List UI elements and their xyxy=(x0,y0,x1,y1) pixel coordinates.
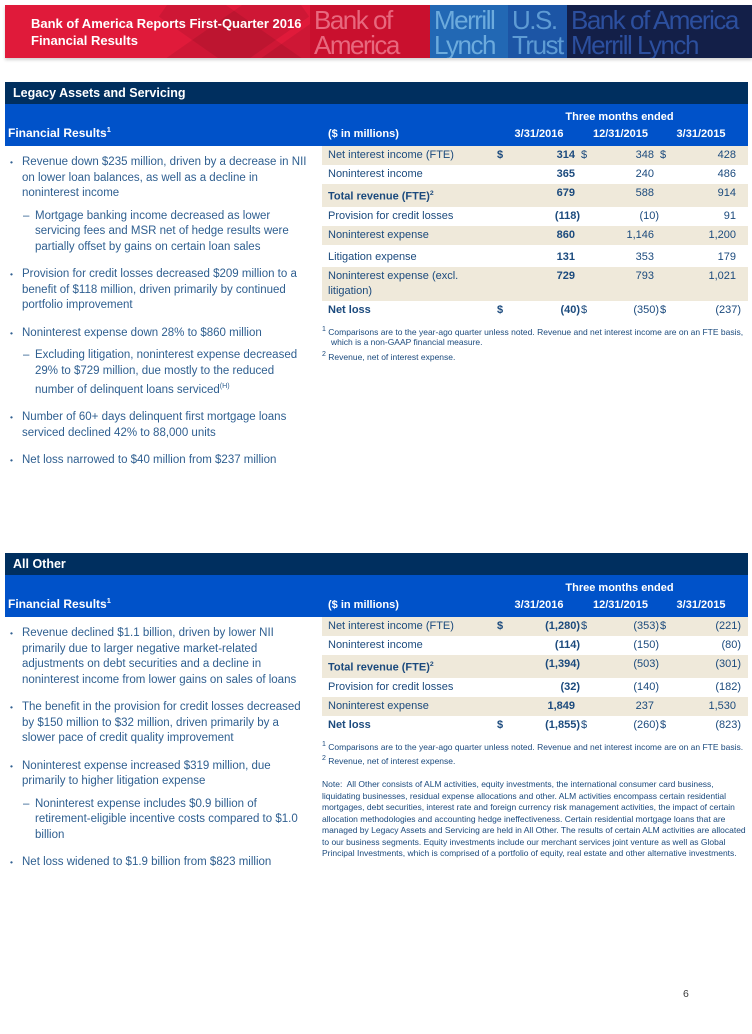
value-cell xyxy=(581,269,660,284)
dollar-sign: $ xyxy=(581,718,588,731)
value-cell xyxy=(497,657,581,672)
value: 860 xyxy=(556,228,575,241)
bullet-item xyxy=(8,700,310,747)
value-cell xyxy=(497,638,581,653)
value: 237 xyxy=(635,699,654,712)
section-title: Legacy Assets and Servicing xyxy=(13,86,186,100)
bullet-item xyxy=(8,267,310,314)
value: 91 xyxy=(723,209,736,222)
row-label-sup: 2 xyxy=(429,661,434,668)
value-cell xyxy=(660,167,742,182)
value: (823) xyxy=(715,718,741,731)
value: (10) xyxy=(639,209,659,222)
bullet-text: Noninterest expense includes $0.9 billion of retirement-eligible incentive costs compared to $1.0 billion xyxy=(35,797,298,841)
value: (182) xyxy=(715,680,741,693)
dollar-sign: $ xyxy=(581,149,588,161)
column-header-date: 3/31/2015 xyxy=(676,599,726,611)
sub-bullet-item xyxy=(8,348,310,398)
table-date-columns xyxy=(497,599,742,611)
value: 1,146 xyxy=(626,228,654,241)
value-cell xyxy=(660,209,742,224)
bullet-list xyxy=(8,155,310,469)
section-content xyxy=(5,146,748,511)
row-label: Noninterest expense xyxy=(328,699,429,712)
value-cell xyxy=(660,718,742,733)
section-legacy-assets-and-servicing xyxy=(5,82,748,511)
column-header-date: 3/31/2015 xyxy=(676,128,726,140)
table-row xyxy=(322,226,748,245)
units-label: ($ in millions) xyxy=(328,599,399,611)
bullet-marker: – xyxy=(23,797,30,810)
dollar-sign: $ xyxy=(660,718,667,731)
row-label-sup: 2 xyxy=(429,190,434,197)
table-row xyxy=(322,207,748,226)
table-column-header xyxy=(322,582,748,617)
highlights-column xyxy=(5,146,322,469)
table-row xyxy=(322,655,748,678)
footnote-number: 1 xyxy=(322,325,326,333)
value: (150) xyxy=(633,639,659,651)
value: (1,280) xyxy=(545,620,580,632)
table-row xyxy=(322,716,748,735)
row-label: Provision for credit losses xyxy=(328,209,454,222)
value: 428 xyxy=(717,149,736,161)
footnote: $^1$ Comparisons are to the year-ago quarter unless noted. Revenue and net interest income are on an FTE basis. xyxy=(322,740,744,752)
value-cell xyxy=(581,680,660,695)
banner-title-block xyxy=(5,5,310,58)
section-note: Note: All Other consists of ALM activities, equity investments, the international consumer card business, liquidating businesses, residual expense allocations and other. ALM activities encompass certain residential mortgages, debt securities, interest rate and foreign currency risk management activities, the impact of certain allocation methodologies and accounting hedge ineffectiveness. Certain residential mortgage loans that are managed by Legacy Assets and Servicing are held in All Other. The results of certain ALM activities are allocated to our business segments. Equity investments include our merchant services joint venture as well as Global Principal Investments, which is comprised of a portfolio of equity, real estate and other alternative investments. xyxy=(322,779,749,859)
value: (40) xyxy=(560,303,580,316)
value-cell xyxy=(497,718,581,733)
value-cell xyxy=(581,209,660,224)
bullet-text: Net loss narrowed to $40 million from $237 million xyxy=(22,454,277,467)
row-label: Total revenue (FTE)$^2$ xyxy=(328,661,434,674)
sub-bullet-item xyxy=(8,209,310,256)
value: 486 xyxy=(717,168,736,180)
value-cell xyxy=(581,657,660,672)
bullet-item xyxy=(8,453,310,469)
column-header-date: 12/31/2015 xyxy=(592,599,649,611)
bullet-text: Provision for credit losses decreased $209 million to a benefit of $118 million, driven primarily by continued portfolio improvement xyxy=(22,268,297,311)
row-label: Noninterest income xyxy=(328,168,423,180)
table-row xyxy=(322,678,748,697)
report-title-line2: Financial Results xyxy=(31,33,138,48)
bullet-list xyxy=(8,626,310,871)
table-header-bar xyxy=(5,575,748,617)
value: (118) xyxy=(554,209,580,222)
value-cell xyxy=(581,638,660,653)
bullet-marker: • xyxy=(10,455,13,466)
dollar-sign: $ xyxy=(660,149,667,161)
top-banner xyxy=(5,5,752,58)
footnote: $^2$ Revenue, net of interest expense. xyxy=(322,351,456,363)
value-cell xyxy=(581,699,660,714)
value: (260) xyxy=(633,718,659,731)
bullet-text: Excluding litigation, noninterest expense decreased 29% to $729 million, due mostly to the reduced number of delinquent loans serviced$^{(H)}$ xyxy=(35,349,298,396)
value: (301) xyxy=(715,658,741,670)
row-label: Total revenue (FTE)$^2$ xyxy=(328,190,434,203)
value: 131 xyxy=(556,250,575,263)
value-cell xyxy=(497,209,581,224)
bullet-marker: • xyxy=(10,269,13,279)
value: 314 xyxy=(556,149,575,161)
column-header-row xyxy=(322,128,748,146)
bullet-text: Revenue down $235 million, driven by a decrease in NII on lower loan balances, as well as a decline in noninterest income xyxy=(22,156,307,199)
value: (1,855) xyxy=(545,718,580,731)
financial-table-body xyxy=(322,617,748,735)
value-cell xyxy=(497,269,581,284)
dollar-sign: $ xyxy=(660,303,667,316)
sub-bullet-item xyxy=(8,797,310,844)
bullet-marker: – xyxy=(23,349,30,361)
value: (114) xyxy=(554,639,580,651)
financial-table-body xyxy=(322,146,748,320)
row-label: Net loss xyxy=(328,303,371,316)
value-cell xyxy=(497,303,581,318)
value: 914 xyxy=(717,187,736,199)
section-title-bar xyxy=(5,553,748,575)
value: 179 xyxy=(717,250,736,263)
brand-logo-bofa-merrill-lynch: Bank of America Merrill Lynch xyxy=(567,5,752,58)
table-column xyxy=(322,617,748,860)
value-cell xyxy=(660,148,742,163)
bullet-item xyxy=(8,326,310,342)
highlights-column xyxy=(5,617,322,871)
page-number: 6 xyxy=(683,988,689,1000)
value: 679 xyxy=(556,187,575,199)
row-label: Net interest income (FTE) xyxy=(328,620,454,632)
table-row xyxy=(322,248,748,267)
financial-results-label: Financial Results$^1$ xyxy=(8,125,111,140)
value-cell xyxy=(660,638,742,653)
dollar-sign: $ xyxy=(497,718,504,731)
value-cell xyxy=(581,186,660,201)
footnotes xyxy=(322,324,748,364)
value: 729 xyxy=(556,269,575,282)
report-title-line1: Bank of America Reports First-Quarter 2016 xyxy=(31,16,302,31)
period-header: Three months ended xyxy=(565,582,674,594)
value: (221) xyxy=(715,620,741,632)
bullet-marker: • xyxy=(10,857,13,867)
row-label: Noninterest expense (excl. litigation) xyxy=(328,269,459,297)
value-cell xyxy=(660,250,742,265)
footnote-ref: 1 xyxy=(106,596,111,605)
value-cell xyxy=(660,657,742,672)
table-row xyxy=(322,636,748,655)
footnote-number: 1 xyxy=(322,740,326,748)
column-header-date: 12/31/2015 xyxy=(592,128,649,140)
dollar-sign: $ xyxy=(581,303,588,316)
value: 588 xyxy=(635,187,654,199)
footnotes xyxy=(322,739,748,860)
section-content xyxy=(5,617,748,871)
section-all-other xyxy=(5,553,748,871)
value: (1,394) xyxy=(545,658,580,670)
table-row xyxy=(322,267,748,301)
table-row xyxy=(322,301,748,320)
bullet-marker: • xyxy=(10,327,13,338)
value: 240 xyxy=(635,168,654,180)
dollar-sign: $ xyxy=(497,303,504,316)
value-cell xyxy=(581,167,660,182)
brand-logo-merrill-lynch: Merrill Lynch xyxy=(430,5,508,58)
section-title: All Other xyxy=(13,557,66,571)
value-cell xyxy=(660,186,742,201)
value-cell xyxy=(497,250,581,265)
value: (237) xyxy=(715,303,741,316)
bullet-marker: • xyxy=(10,760,13,771)
value: 1,849 xyxy=(547,699,575,712)
footnote: $^1$ Comparisons are to the year-ago quarter unless noted. Revenue and net interest income are on an FTE basis, which is a non-GAAP financial measure. xyxy=(322,325,744,348)
table-row xyxy=(322,697,748,716)
value: (32) xyxy=(560,680,580,693)
column-header-row xyxy=(322,599,748,617)
bullet-marker: • xyxy=(10,157,13,167)
value-cell xyxy=(581,250,660,265)
column-header-date: 3/31/2016 xyxy=(514,599,564,611)
bullet-item xyxy=(8,855,310,871)
row-label: Net interest income (FTE) xyxy=(328,149,454,161)
row-label: Litigation expense xyxy=(328,250,417,263)
value: 353 xyxy=(635,250,654,263)
section-title-bar xyxy=(5,82,748,104)
dollar-sign: $ xyxy=(497,149,504,161)
table-date-columns xyxy=(497,128,742,140)
bullet-text: The benefit in the provision for credit losses decreased by $150 million to $32 million, driven primarily by a slower pace of credit quality improvement xyxy=(22,701,301,744)
dollar-sign: $ xyxy=(581,620,588,632)
column-header-date: 3/31/2016 xyxy=(514,128,564,140)
value: (503) xyxy=(633,658,659,670)
value-cell xyxy=(660,269,742,284)
value-cell xyxy=(581,303,660,318)
row-label: Noninterest expense xyxy=(328,228,429,241)
value-cell xyxy=(581,718,660,733)
brand-logo-us-trust: U.S. Trust xyxy=(508,5,567,58)
dollar-sign: $ xyxy=(497,620,504,632)
bullet-marker: • xyxy=(10,628,13,638)
row-label: Provision for credit losses xyxy=(328,680,454,693)
value: (140) xyxy=(633,680,659,693)
bullet-text: Mortgage banking income decreased as lower servicing fees and MSR net of hedge results were partially offset by gains on certain loan sales xyxy=(35,209,289,253)
value: (80) xyxy=(721,639,741,651)
superscript: (H) xyxy=(219,382,230,390)
bullet-text: Noninterest expense down 28% to $860 million xyxy=(22,326,262,339)
footnote-number: 2 xyxy=(322,351,326,359)
value: 1,021 xyxy=(708,269,736,282)
value-cell xyxy=(497,699,581,714)
footnote-number: 2 xyxy=(322,755,326,763)
footnote-ref: 1 xyxy=(106,125,111,134)
value-cell xyxy=(497,148,581,163)
value: 365 xyxy=(556,168,575,180)
brand-logo-bank-of-america: Bank of America xyxy=(310,5,430,58)
value-cell xyxy=(581,148,660,163)
dollar-sign: $ xyxy=(660,620,667,632)
bullet-item xyxy=(8,759,310,790)
bullet-marker: • xyxy=(10,412,13,423)
value: 1,530 xyxy=(708,699,736,712)
value-cell xyxy=(497,680,581,695)
value-cell xyxy=(497,228,581,243)
period-header: Three months ended xyxy=(565,111,674,123)
table-column xyxy=(322,146,748,363)
table-header-bar xyxy=(5,104,748,146)
bullet-item xyxy=(8,626,310,688)
value-cell xyxy=(660,228,742,243)
value: (353) xyxy=(633,620,659,632)
value-cell xyxy=(660,619,742,634)
units-label: ($ in millions) xyxy=(328,128,399,140)
row-label: Net loss xyxy=(328,718,371,731)
table-column-header xyxy=(322,111,748,146)
table-row xyxy=(322,165,748,184)
table-row xyxy=(322,184,748,207)
financial-results-label: Financial Results$^1$ xyxy=(8,596,111,611)
value-cell xyxy=(660,699,742,714)
value-cell xyxy=(581,619,660,634)
bullet-text: Number of 60+ days delinquent first mortgage loans serviced declined 42% to 88,000 units xyxy=(22,411,287,439)
report-title xyxy=(5,5,310,49)
bullet-text: Net loss widened to $1.9 billion from $823 million xyxy=(22,856,272,868)
value-cell xyxy=(497,619,581,634)
row-label: Noninterest income xyxy=(328,639,423,651)
value-cell xyxy=(581,228,660,243)
bullet-text: Revenue declined $1.1 billion, driven by lower NII primarily due to larger negative market-related adjustments on debt securities and a decline in noninterest income from lower gains on sales of loans xyxy=(22,627,297,686)
bullet-marker: – xyxy=(23,209,30,222)
value: 793 xyxy=(635,269,654,282)
bullet-item xyxy=(8,410,310,441)
value-cell xyxy=(660,303,742,318)
value-cell xyxy=(660,680,742,695)
value-cell xyxy=(497,186,581,201)
bullet-marker: • xyxy=(10,702,13,712)
bullet-item xyxy=(8,155,310,202)
table-row xyxy=(322,146,748,165)
bullet-text: Noninterest expense increased $319 million, due primarily to higher litigation expense xyxy=(22,759,271,787)
table-row xyxy=(322,617,748,636)
value: 1,200 xyxy=(708,228,736,241)
value-cell xyxy=(497,167,581,182)
value: 348 xyxy=(635,149,654,161)
value: (350) xyxy=(633,303,659,316)
section-gap xyxy=(0,511,752,553)
footnote: $^2$ Revenue, net of interest expense. xyxy=(322,755,456,767)
